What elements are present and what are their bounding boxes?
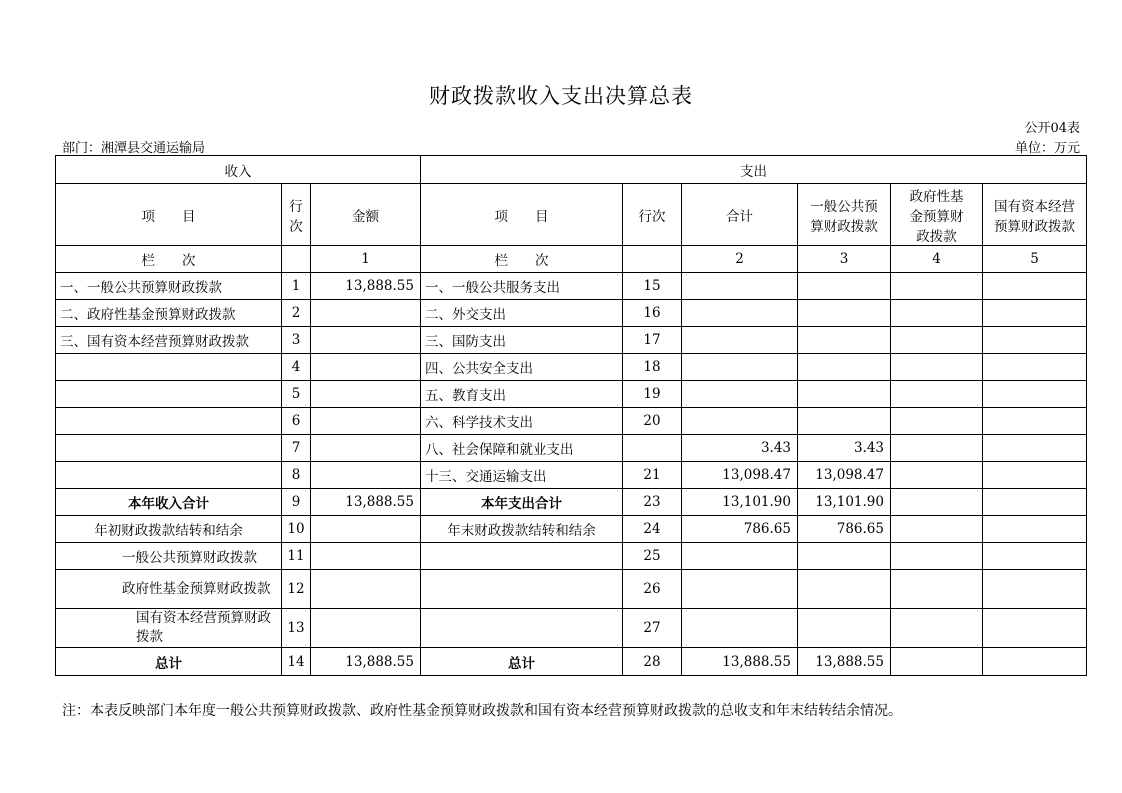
income-index-label: 栏 次 <box>56 246 282 273</box>
income-amount-header: 金额 <box>311 184 421 246</box>
income-row-no: 14 <box>282 648 311 676</box>
expense-item: 三、国防支出 <box>421 327 623 354</box>
table-row <box>56 489 1087 516</box>
expense-item: 总计 <box>421 648 623 676</box>
expense-total: 13,101.90 <box>682 489 798 516</box>
expense-index-3: 3 <box>798 246 891 273</box>
expense-index-label: 栏 次 <box>421 246 623 273</box>
expense-row-no: 15 <box>623 273 682 300</box>
expense-item <box>421 570 623 609</box>
expense-item-header: 项 目 <box>421 184 623 246</box>
gov-fund-amount <box>891 516 983 543</box>
column-index-row <box>56 246 1087 273</box>
table-row <box>56 408 1087 435</box>
table-row <box>56 300 1087 327</box>
income-item: 三、国有资本经营预算财政拨款 <box>56 327 282 354</box>
income-amount <box>311 354 421 381</box>
table-row <box>56 543 1087 570</box>
income-index-1: 1 <box>311 246 421 273</box>
expense-total <box>682 300 798 327</box>
expense-item <box>421 609 623 648</box>
expense-section-header: 支出 <box>421 156 1087 184</box>
gov-fund-amount <box>891 435 983 462</box>
income-row-no: 10 <box>282 516 311 543</box>
state-capital-amount <box>983 354 1087 381</box>
income-index-blank <box>282 246 311 273</box>
table-row <box>56 354 1087 381</box>
table-row <box>56 609 1087 648</box>
state-capital-amount <box>983 462 1087 489</box>
gov-fund-amount <box>891 570 983 609</box>
income-amount <box>311 381 421 408</box>
expense-row-no: 19 <box>623 381 682 408</box>
expense-row-no: 17 <box>623 327 682 354</box>
department-label: 部门：湘潭县交通运输局 <box>62 141 206 156</box>
expense-row-no-header: 行次 <box>623 184 682 246</box>
state-capital-amount <box>983 381 1087 408</box>
expense-index-blank <box>623 246 682 273</box>
income-row-no: 4 <box>282 354 311 381</box>
general-budget-amount: 13,888.55 <box>798 648 891 676</box>
expense-total: 13,098.47 <box>682 462 798 489</box>
expense-row-no: 16 <box>623 300 682 327</box>
table-row <box>56 327 1087 354</box>
expense-item: 年末财政拨款结转和结余 <box>421 516 623 543</box>
income-item <box>56 408 282 435</box>
income-amount <box>311 435 421 462</box>
income-row-no: 5 <box>282 381 311 408</box>
gov-fund-amount <box>891 609 983 648</box>
income-amount: 13,888.55 <box>311 489 421 516</box>
table-row <box>56 570 1087 609</box>
general-budget-amount <box>798 300 891 327</box>
expense-item: 六、科学技术支出 <box>421 408 623 435</box>
state-capital-amount <box>983 648 1087 676</box>
state-capital-amount <box>983 273 1087 300</box>
expense-row-no: 25 <box>623 543 682 570</box>
state-capital-amount <box>983 570 1087 609</box>
income-item <box>56 462 282 489</box>
general-budget-amount: 13,098.47 <box>798 462 891 489</box>
expense-total <box>682 381 798 408</box>
expense-row-no: 27 <box>623 609 682 648</box>
general-budget-amount <box>798 327 891 354</box>
page-title: 财政拨款收入支出决算总表 <box>429 84 693 108</box>
income-amount <box>311 516 421 543</box>
expense-total <box>682 570 798 609</box>
expense-item: 十三、交通运输支出 <box>421 462 623 489</box>
section-header-row <box>56 156 1087 184</box>
general-budget-amount <box>798 381 891 408</box>
income-row-no: 12 <box>282 570 311 609</box>
expense-row-no: 26 <box>623 570 682 609</box>
income-item <box>56 381 282 408</box>
expense-row-no: 24 <box>623 516 682 543</box>
income-row-no: 2 <box>282 300 311 327</box>
footnote: 注：本表反映部门本年度一般公共预算财政拨款、政府性基金预算财政拨款和国有资本经营预算财政拨款的总收支和年末结转结余情况。 <box>62 703 902 719</box>
gov-fund-amount <box>891 381 983 408</box>
income-amount: 13,888.55 <box>311 273 421 300</box>
expense-item: 二、外交支出 <box>421 300 623 327</box>
income-row-no: 13 <box>282 609 311 648</box>
income-row-no: 3 <box>282 327 311 354</box>
income-amount <box>311 300 421 327</box>
table-row <box>56 273 1087 300</box>
income-item <box>56 354 282 381</box>
expense-total: 786.65 <box>682 516 798 543</box>
income-amount <box>311 408 421 435</box>
expense-item: 本年支出合计 <box>421 489 623 516</box>
income-amount <box>311 543 421 570</box>
income-amount: 13,888.55 <box>311 648 421 676</box>
gov-fund-amount <box>891 462 983 489</box>
income-item: 一般公共预算财政拨款 <box>56 543 282 570</box>
income-row-no: 1 <box>282 273 311 300</box>
income-item: 一、一般公共预算财政拨款 <box>56 273 282 300</box>
general-budget-amount <box>798 543 891 570</box>
income-item: 总计 <box>56 648 282 676</box>
expense-row-no <box>623 435 682 462</box>
expense-total: 13,888.55 <box>682 648 798 676</box>
expense-row-no: 20 <box>623 408 682 435</box>
gov-fund-amount <box>891 354 983 381</box>
expense-item: 八、社会保障和就业支出 <box>421 435 623 462</box>
state-capital-amount <box>983 609 1087 648</box>
income-item <box>56 435 282 462</box>
expense-item <box>421 543 623 570</box>
table-row <box>56 435 1087 462</box>
state-capital-amount <box>983 516 1087 543</box>
income-amount <box>311 609 421 648</box>
state-capital-amount <box>983 435 1087 462</box>
gov-fund-amount <box>891 543 983 570</box>
unit-label: 单位：万元 <box>1014 141 1080 156</box>
expense-total <box>682 609 798 648</box>
table-row <box>56 381 1087 408</box>
income-row-no: 6 <box>282 408 311 435</box>
expense-index-4: 4 <box>891 246 983 273</box>
expense-item: 四、公共安全支出 <box>421 354 623 381</box>
table-row <box>56 462 1087 489</box>
income-row-no: 8 <box>282 462 311 489</box>
expense-row-no: 18 <box>623 354 682 381</box>
income-item: 年初财政拨款结转和结余 <box>56 516 282 543</box>
general-budget-amount: 786.65 <box>798 516 891 543</box>
expense-total <box>682 354 798 381</box>
income-item: 二、政府性基金预算财政拨款 <box>56 300 282 327</box>
general-budget-amount: 13,101.90 <box>798 489 891 516</box>
income-item: 政府性基金预算财政拨款 <box>56 570 282 609</box>
form-number: 公开04表 <box>1024 121 1080 136</box>
expense-row-no: 28 <box>623 648 682 676</box>
income-row-no-header: 行次 <box>282 184 311 246</box>
gov-fund-amount <box>891 408 983 435</box>
gov-fund-amount <box>891 300 983 327</box>
table-row <box>56 516 1087 543</box>
state-capital-header: 国有资本经营预算财政拨款 <box>983 184 1087 246</box>
state-capital-amount <box>983 489 1087 516</box>
gov-fund-amount <box>891 489 983 516</box>
total-header: 合计 <box>682 184 798 246</box>
expense-total <box>682 543 798 570</box>
general-budget-amount <box>798 354 891 381</box>
expense-index-5: 5 <box>983 246 1087 273</box>
expense-item: 五、教育支出 <box>421 381 623 408</box>
general-budget-amount <box>798 408 891 435</box>
income-row-no: 9 <box>282 489 311 516</box>
income-amount <box>311 462 421 489</box>
income-row-no: 11 <box>282 543 311 570</box>
income-section-header: 收入 <box>56 156 421 184</box>
budget-table <box>55 155 1087 676</box>
general-budget-amount <box>798 570 891 609</box>
state-capital-amount <box>983 543 1087 570</box>
expense-total <box>682 408 798 435</box>
general-budget-amount: 3.43 <box>798 435 891 462</box>
expense-row-no: 21 <box>623 462 682 489</box>
general-budget-header: 一般公共预算财政拨款 <box>798 184 891 246</box>
income-amount <box>311 327 421 354</box>
expense-total <box>682 327 798 354</box>
state-capital-amount <box>983 327 1087 354</box>
table-row <box>56 648 1087 676</box>
expense-total: 3.43 <box>682 435 798 462</box>
gov-fund-amount <box>891 273 983 300</box>
income-item-header: 项 目 <box>56 184 282 246</box>
income-item: 国有资本经营预算财政拨款 <box>56 609 282 648</box>
expense-item: 一、一般公共服务支出 <box>421 273 623 300</box>
general-budget-amount <box>798 609 891 648</box>
expense-index-2: 2 <box>682 246 798 273</box>
income-amount <box>311 570 421 609</box>
column-header-row <box>56 184 1087 246</box>
general-budget-amount <box>798 273 891 300</box>
gov-fund-header: 政府性基金预算财政拨款 <box>891 184 983 246</box>
expense-row-no: 23 <box>623 489 682 516</box>
income-item: 本年收入合计 <box>56 489 282 516</box>
gov-fund-amount <box>891 327 983 354</box>
gov-fund-amount <box>891 648 983 676</box>
income-row-no: 7 <box>282 435 311 462</box>
expense-total <box>682 273 798 300</box>
state-capital-amount <box>983 300 1087 327</box>
state-capital-amount <box>983 408 1087 435</box>
